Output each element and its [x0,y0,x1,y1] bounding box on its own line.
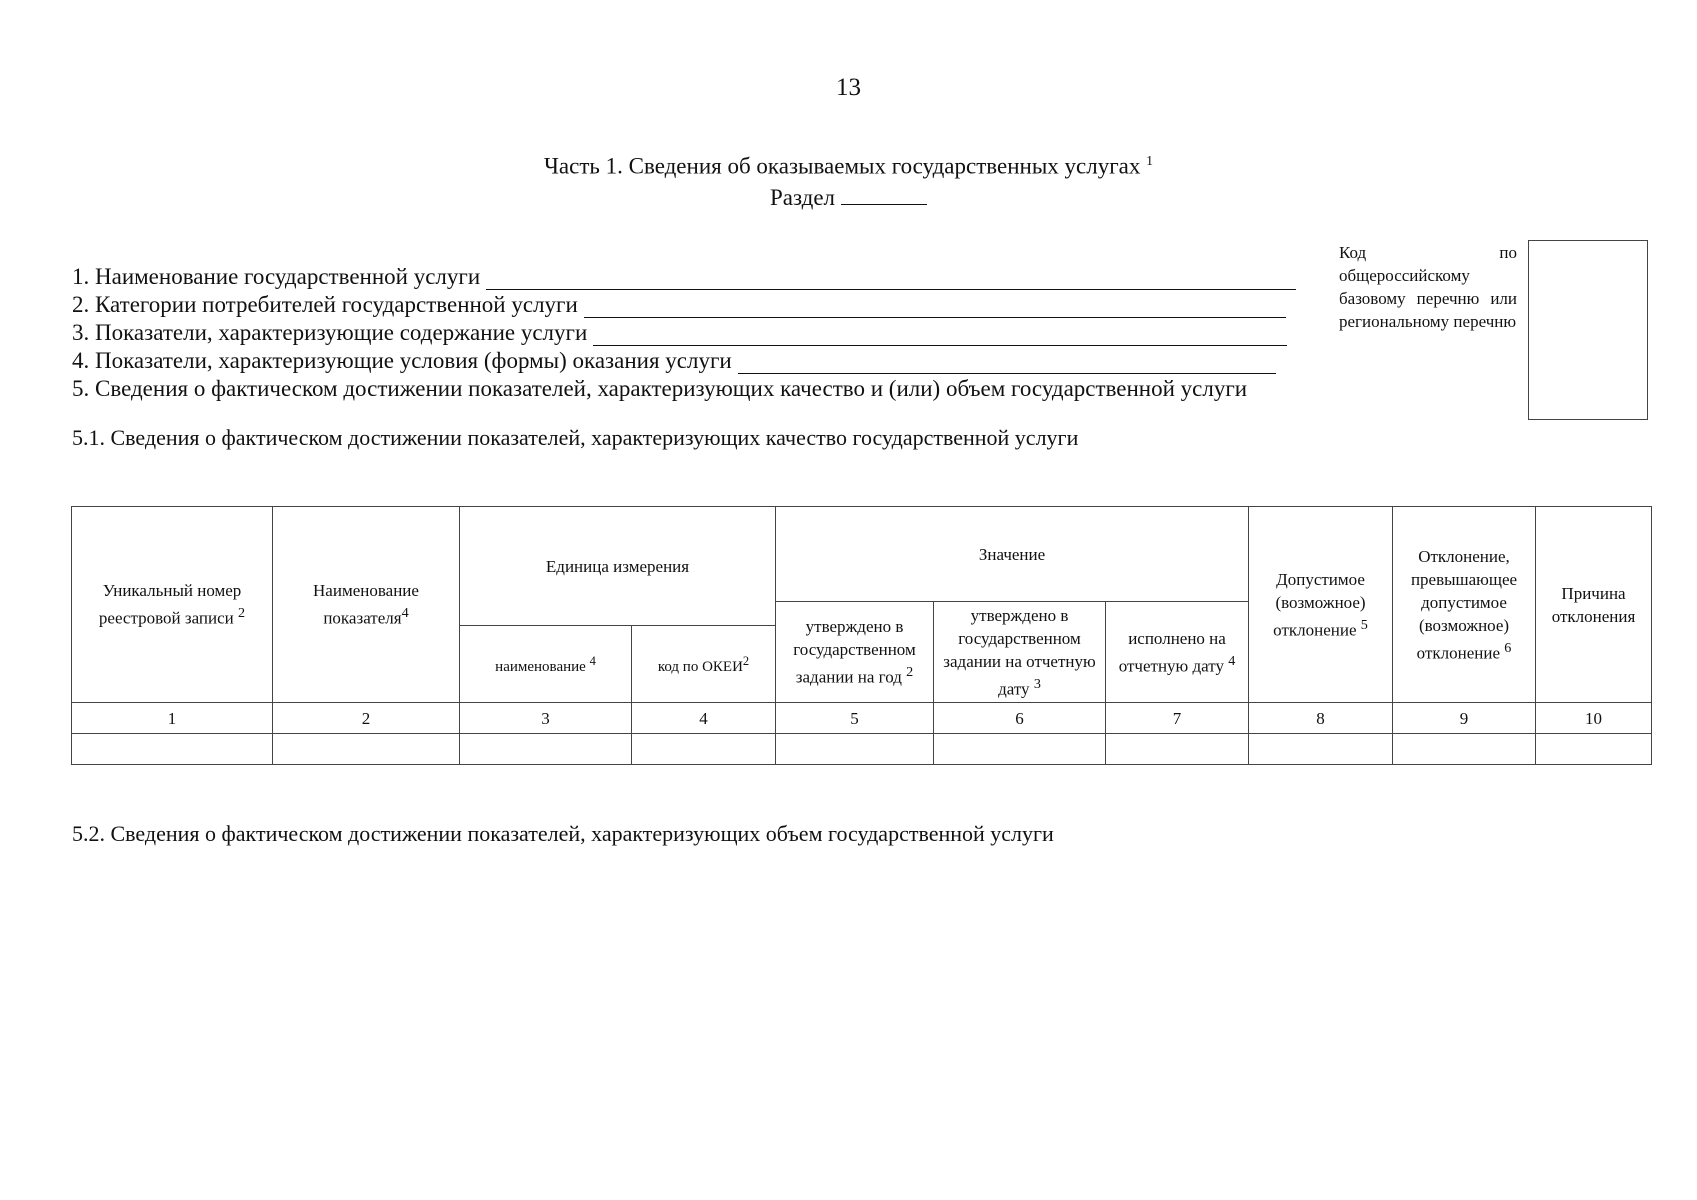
section-number-field[interactable] [841,182,927,205]
column-number: 10 [1536,703,1652,734]
table-cell[interactable] [72,734,273,765]
column-number: 1 [72,703,273,734]
header-executed-date [1106,602,1249,703]
header-excess-deviation-text: Отклонение, превышающее допустимое (возможное) отклонение [1410,546,1518,663]
quality-indicators-table [71,506,1652,765]
header-approved-year [776,602,934,703]
page-number: 13 [836,74,861,101]
section-line [0,182,1697,211]
field-consumer-categories [72,292,1286,318]
subsection-5-1-heading: 5.1. Сведения о фактическом достижении показателей, характеризующих качество государственной услуги [72,425,1079,450]
header-unique-number-sup: 2 [238,605,246,622]
column-number: 4 [632,703,776,734]
table-cell[interactable] [1536,734,1652,765]
header-allowed-deviation-text: Допустимое (возможное) отклонение [1273,569,1366,640]
field-service-name [72,264,1296,290]
header-allowed-deviation [1249,507,1393,703]
column-number: 9 [1393,703,1536,734]
header-indicator-name [273,507,460,703]
field-conditions-indicators-label: 4. Показатели, характеризующие условия (формы) оказания услуги [72,348,732,373]
part-title [0,153,1697,180]
field-achievement-info [72,376,1247,402]
subsection-5-2-heading: 5.2. Сведения о фактическом достижении показателей, характеризующих объем государственной услуги [72,821,1054,846]
header-approved-year-sup: 2 [906,664,914,681]
table-cell[interactable] [934,734,1106,765]
part-title-text: Часть 1. Сведения об оказываемых государственных услугах [543,153,1141,179]
header-unit-okei-sup: 2 [742,653,750,668]
field-conditions-indicators [72,348,1276,374]
header-unique-number-text: Уникальный номер реестровой записи [98,581,242,628]
field-achievement-info-label: 5. Сведения о фактическом достижении показателей, характеризующих качество и (или) объем государственной услуги [72,376,1248,401]
column-number: 5 [776,703,934,734]
field-service-name-input[interactable] [486,269,1296,290]
code-box-label: Код по общероссийскому базовому перечню или региональному перечню [1339,243,1517,331]
header-unit-okei-text: код по ОКЕИ [657,658,743,675]
header-unique-number [72,507,273,703]
column-number: 2 [273,703,460,734]
field-content-indicators-input[interactable] [593,325,1287,346]
header-excess-deviation-sup: 6 [1504,639,1512,656]
header-allowed-deviation-sup: 5 [1360,616,1368,633]
header-approved-year-text: утверждено в государственном задании на год [793,617,916,687]
table-cell[interactable] [776,734,934,765]
header-reason: Причина отклонения [1536,507,1652,703]
field-consumer-categories-label: 2. Категории потребителей государственной услуги [72,292,578,317]
header-approved-date-text: утверждено в государственном задании на отчетную дату [943,605,1096,699]
column-number: 7 [1106,703,1249,734]
table-cell[interactable] [1106,734,1249,765]
field-service-name-label: 1. Наименование государственной услуги [72,264,481,289]
field-content-indicators [72,320,1287,346]
table-cell[interactable] [1249,734,1393,765]
header-unit-okei [632,626,776,703]
header-approved-date [934,602,1106,703]
table-cell[interactable] [273,734,460,765]
header-indicator-name-text: Наименование показателя [313,581,419,628]
header-unit-name-text: наименование [495,658,586,675]
code-box-field[interactable] [1528,240,1648,420]
table-cell[interactable] [632,734,776,765]
header-value: Значение [776,507,1249,602]
header-unit: Единица измерения [460,507,776,626]
header-unit-name [460,626,632,703]
header-executed-date-sup: 4 [1228,652,1236,669]
section-label: Раздел [769,185,836,210]
header-executed-date-text: исполнено на отчетную дату [1118,628,1226,676]
part-title-footnote: 1 [1146,153,1154,168]
header-approved-date-sup: 3 [1033,675,1041,692]
table-cell[interactable] [460,734,632,765]
header-excess-deviation [1393,507,1536,703]
header-indicator-name-sup: 4 [401,605,409,622]
field-consumer-categories-input[interactable] [584,297,1286,318]
field-conditions-indicators-input[interactable] [738,353,1276,374]
column-number: 3 [460,703,632,734]
table-cell[interactable] [1393,734,1536,765]
column-number: 8 [1249,703,1393,734]
header-unit-name-sup: 4 [589,653,596,668]
field-content-indicators-label: 3. Показатели, характеризующие содержание услуги [72,320,588,345]
column-number: 6 [934,703,1106,734]
